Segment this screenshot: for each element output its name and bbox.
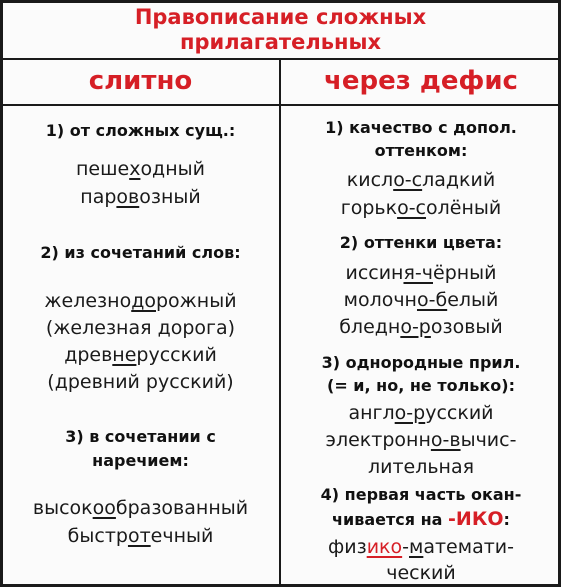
rule-4-label: 4) первая часть окан- bbox=[320, 485, 522, 504]
column-heading-hyphen: через дефис bbox=[324, 66, 518, 96]
divider-columns bbox=[279, 58, 281, 587]
example-note: (железная дорога) bbox=[45, 317, 236, 339]
rule-3-label: 3) однородные прил. bbox=[321, 353, 521, 372]
rule-2-label: 2) из сочетаний слов: bbox=[40, 243, 241, 262]
example-word: высокообразованный bbox=[32, 497, 249, 519]
column-heading-merged: слитно bbox=[88, 66, 193, 96]
rule-1-label: 1) от сложных сущ.: bbox=[45, 121, 236, 140]
example-word: пешеходный bbox=[76, 158, 205, 180]
page-title-line2: прилагательных bbox=[179, 30, 382, 54]
example-note: (древний русский) bbox=[47, 371, 234, 393]
example-word: электронно-вычис- bbox=[325, 429, 517, 451]
rule-1-label: 1) качество с допол. bbox=[325, 118, 517, 137]
example-word: горько-солёный bbox=[340, 197, 502, 219]
example-word: иссиня-чёрный bbox=[345, 262, 497, 284]
example-word: кисло-сладкий bbox=[346, 169, 496, 191]
rule-1-label: оттенком: bbox=[374, 141, 468, 160]
rule-3-label: 3) в сочетании с bbox=[65, 427, 216, 446]
example-word-continued: лительная bbox=[367, 456, 475, 478]
rule-3-label: наречием: bbox=[92, 451, 189, 470]
example-word: бледно-розовый bbox=[339, 316, 503, 338]
example-word: древнерусский bbox=[64, 344, 217, 366]
rule-3-label: (= и, но, не только): bbox=[327, 376, 515, 395]
example-word: паровозный bbox=[80, 186, 201, 208]
example-word: быстротечный bbox=[67, 525, 214, 547]
rule-2-label: 2) оттенки цвета: bbox=[339, 233, 503, 252]
example-word: молочно-белый bbox=[343, 289, 499, 311]
rule-4-label: чивается на -ИКО: bbox=[332, 508, 510, 530]
example-word: железнодорожный bbox=[44, 290, 237, 312]
example-word-continued: ческий bbox=[386, 562, 456, 584]
example-word: физико-математи- bbox=[327, 536, 514, 558]
suffix-highlight: -ИКО bbox=[448, 508, 504, 530]
example-word: англо-русский bbox=[348, 402, 494, 424]
page-title-line1: Правописание сложных bbox=[134, 5, 427, 29]
